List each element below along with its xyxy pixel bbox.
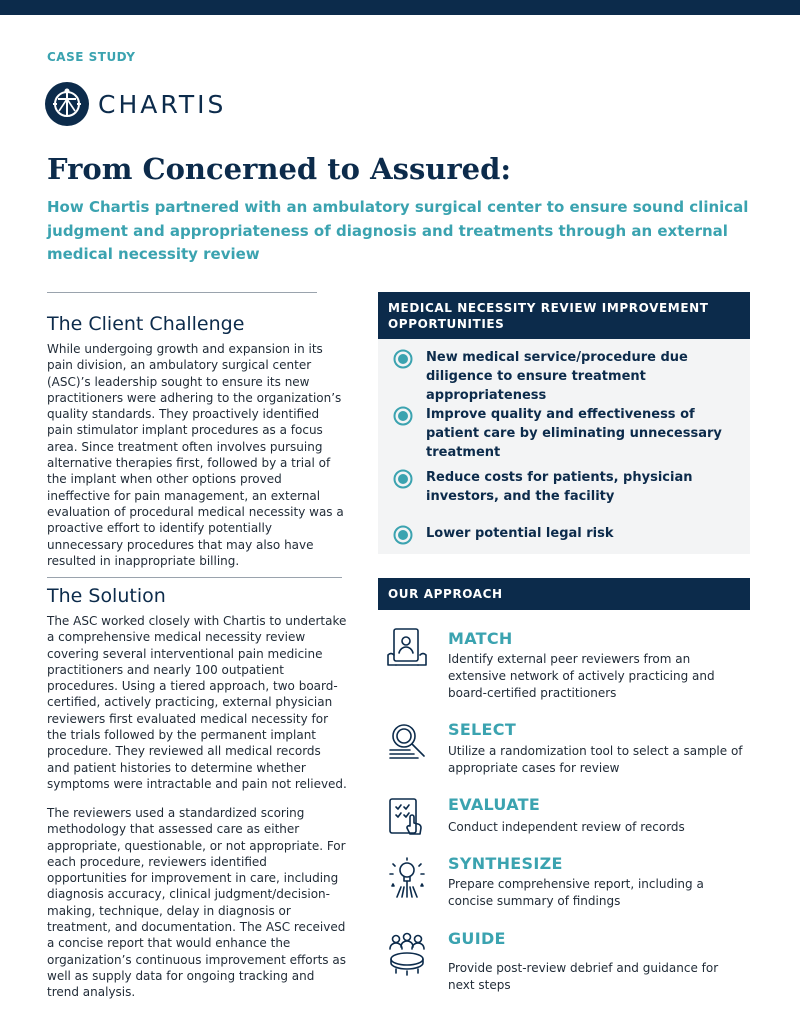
page-title: From Concerned to Assured: xyxy=(47,152,512,186)
opportunities-panel xyxy=(378,339,750,554)
target-bullet-icon xyxy=(393,349,413,369)
compass-ship-wheel-icon xyxy=(44,81,90,127)
team-meeting-icon xyxy=(384,931,430,977)
step-description: Identify external peer reviewers from an extensive network of actively practicing and board-certified practitioners xyxy=(448,652,715,700)
page-subtitle: How Chartis partnered with an ambulatory surgical center to ensure sound clinical judgment and appropriateness of diagnosis and treatments through an external medical necessity review xyxy=(47,198,749,263)
opportunities-heading: MEDICAL NECESSITY REVIEW IMPROVEMENT OPPORTUNITIES xyxy=(388,300,709,331)
step-name: SYNTHESIZE xyxy=(448,854,563,873)
chartis-logo xyxy=(44,80,226,128)
step-description: Prepare comprehensive report, including a concise summary of findings xyxy=(448,877,704,908)
step-description: Conduct independent review of records xyxy=(448,820,685,834)
step-description: Utilize a randomization tool to select a sample of appropriate cases for review xyxy=(448,744,743,775)
top-color-bar xyxy=(0,0,800,15)
target-bullet-icon xyxy=(393,469,413,489)
step-name: SELECT xyxy=(448,720,517,739)
step-name: EVALUATE xyxy=(448,795,541,814)
challenge-heading: The Client Challenge xyxy=(47,313,245,335)
target-bullet-icon xyxy=(393,525,413,545)
section-divider xyxy=(47,292,317,293)
opportunities-header xyxy=(378,292,750,339)
lightbulb-ideas-icon xyxy=(384,856,430,902)
solution-body-1: The ASC worked closely with Chartis to undertake a comprehensive medical necessity review covering several interventional pain medicine practitioners and nearly 100 outpatient procedures. Using a tiered approach, two board-certified, actively practicing, external physician reviewers first evaluated medical necessity for the trials followed by the permanent implant procedure. They reviewed all medical records and patient histories to determine whether symptoms were intractable and pain not relieved. xyxy=(47,614,347,791)
opportunity-text: Reduce costs for patients, physician investors, and the facility xyxy=(426,470,693,504)
step-name: GUIDE xyxy=(448,929,506,948)
opportunity-text: Lower potential legal risk xyxy=(426,526,614,541)
challenge-body: While undergoing growth and expansion in its pain division, an ambulatory surgical center (ASC)’s leadership sought to ensure its new practitioners were adhering to the organization’s quality standards. They proactively identified pain stimulator implant procedures as a focus area. Since treatment often involves pursuing alternative therapies first, followed by a trial of the implant when other options proved ineffective for pain management, an external evaluation of procedural medical necessity was a proactive effort to identify potentially unnecessary procedures that may also have resulted in inappropriate billing. xyxy=(47,342,344,568)
approach-header xyxy=(378,578,750,610)
logo-wordmark: CHARTIS xyxy=(98,89,227,119)
solution-body-2: The reviewers used a standardized scoring methodology that assessed care as either appropriate, questionable, or not appropriate. For each procedure, reviewers identified opportunities for improvement in care, including diagnosis accuracy, clinical judgment/decision-making, technique, delay in diagnosis or treatment, and documentation. The ASC received a concise report that would enhance the organization’s continuous improvement efforts as well as supply data for ongoing tracking and trend analysis. xyxy=(47,806,346,1000)
step-description: Provide post-review debrief and guidance for next steps xyxy=(448,961,719,992)
solution-heading: The Solution xyxy=(47,585,166,607)
opportunity-text: New medical service/procedure due diligence to ensure treatment appropriateness xyxy=(426,350,688,403)
step-name: MATCH xyxy=(448,629,513,648)
approach-heading: OUR APPROACH xyxy=(388,587,503,601)
magnifier-stack-icon xyxy=(384,718,430,764)
opportunity-text: Improve quality and effectiveness of patient care by eliminating unnecessary treatment xyxy=(426,407,722,460)
case-study-label: CASE STUDY xyxy=(47,50,136,64)
profile-tablet-icon xyxy=(384,625,430,671)
target-bullet-icon xyxy=(393,406,413,426)
section-divider xyxy=(47,577,342,578)
touch-tablet-icon xyxy=(384,795,430,841)
